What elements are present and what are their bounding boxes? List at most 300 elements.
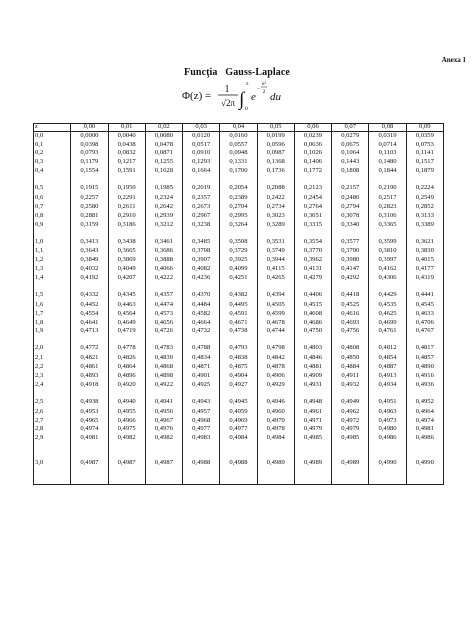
- table-cell: 0,1591: [108, 167, 145, 176]
- table-row: [34, 229, 444, 247]
- table-cell: 0,4484: [183, 301, 220, 310]
- table-cell: 0,1554: [71, 167, 108, 176]
- table-cell: 0,4931: [294, 381, 331, 390]
- gauss-laplace-table: [33, 123, 444, 485]
- table-cell: 0,4738: [220, 327, 257, 336]
- table-cell: 0,4982: [145, 434, 182, 443]
- table-cell: 0,4850: [332, 354, 369, 363]
- table-cell: 0,4678: [257, 318, 294, 327]
- table-cell: 0,4977: [183, 425, 220, 434]
- table-cell: 0,1517: [406, 158, 443, 167]
- table-cell: 0,3925: [220, 256, 257, 265]
- table-cell: 0,3686: [145, 247, 182, 256]
- table-cell: 0,3599: [369, 229, 406, 247]
- exp-base: e: [251, 91, 256, 103]
- exp-denominator: 2: [262, 89, 266, 95]
- column-header: 0,07: [332, 124, 369, 132]
- table-cell: 0,4761: [369, 327, 406, 336]
- table-row: [34, 212, 444, 221]
- table-cell: 0,1255: [145, 158, 182, 167]
- table-cell: 0,1985: [145, 176, 182, 194]
- table-cell: 0,4382: [220, 283, 257, 301]
- table-cell: 0,3289: [257, 220, 294, 229]
- table-cell: 0,3997: [369, 256, 406, 265]
- table-cell: 0,4772: [71, 336, 108, 354]
- row-z-value: 1,5: [34, 283, 71, 301]
- table-cell: 0,4984: [220, 434, 257, 443]
- table-cell: 0,2422: [257, 194, 294, 203]
- table-cell: 0,4649: [108, 318, 145, 327]
- row-z-value: 1,4: [34, 274, 71, 283]
- table-cell: 0,4394: [257, 283, 294, 301]
- table-cell: 0,4842: [257, 354, 294, 363]
- table-cell: 0,3749: [257, 247, 294, 256]
- table-cell: 0,4989: [257, 443, 294, 485]
- row-z-value: 1,1: [34, 247, 71, 256]
- table-cell: 0,4987: [108, 443, 145, 485]
- table-cell: 0,0832: [108, 149, 145, 158]
- table-cell: 0,0438: [108, 141, 145, 150]
- table-cell: 0,4664: [183, 318, 220, 327]
- table-cell: 0,4564: [108, 310, 145, 319]
- table-cell: 0,4846: [294, 354, 331, 363]
- table-cell: 0,4582: [183, 310, 220, 319]
- row-z-value: 1,3: [34, 265, 71, 274]
- table-cell: 0,4985: [294, 434, 331, 443]
- table-cell: 0,3023: [257, 212, 294, 221]
- table-cell: 0,3106: [369, 212, 406, 221]
- table-cell: 0,2580: [71, 203, 108, 212]
- table-cell: 0,4082: [183, 265, 220, 274]
- row-z-value: 1,0: [34, 229, 71, 247]
- table-cell: 0,4162: [369, 265, 406, 274]
- table-cell: 0,4788: [183, 336, 220, 354]
- table-cell: 0,4812: [369, 336, 406, 354]
- table-cell: 0,4971: [294, 416, 331, 425]
- table-cell: 0,4406: [294, 283, 331, 301]
- table-cell: 0,0319: [369, 131, 406, 140]
- table-cell: 0,0199: [257, 131, 294, 140]
- table-cell: 0,3962: [294, 256, 331, 265]
- table-cell: 0,4671: [220, 318, 257, 327]
- table-cell: 0,4990: [406, 443, 443, 485]
- table-cell: 0,2324: [145, 194, 182, 203]
- table-cell: 0,4916: [406, 372, 443, 381]
- table-cell: 0,0636: [294, 141, 331, 150]
- table-cell: 0,1915: [71, 176, 108, 194]
- table-cell: 0,1844: [369, 167, 406, 176]
- table-cell: 0,4236: [183, 274, 220, 283]
- table-cell: 0,4441: [406, 283, 443, 301]
- table-cell: 0,4987: [145, 443, 182, 485]
- table-cell: 0,2123: [294, 176, 331, 194]
- table-cell: 0,4909: [294, 372, 331, 381]
- table-cell: 0,4980: [369, 425, 406, 434]
- table-row: [34, 425, 444, 434]
- table-cell: 0,3770: [294, 247, 331, 256]
- table-cell: 0,3485: [183, 229, 220, 247]
- table-cell: 0,4920: [108, 381, 145, 390]
- table-cell: 0,2224: [406, 176, 443, 194]
- table-cell: 0,4834: [183, 354, 220, 363]
- table-cell: 0,4767: [406, 327, 443, 336]
- table-cell: 0,0160: [220, 131, 257, 140]
- table-cell: 0,4750: [294, 327, 331, 336]
- table-cell: 0,4981: [406, 425, 443, 434]
- table-cell: 0,4115: [257, 265, 294, 274]
- table-row: [34, 194, 444, 203]
- table-cell: 0,4871: [183, 363, 220, 372]
- row-z-value: 2,9: [34, 434, 71, 443]
- table-cell: 0,4966: [108, 416, 145, 425]
- table-cell: 0,1950: [108, 176, 145, 194]
- annex-label: Anexa 1: [441, 56, 466, 64]
- table-cell: 0,4015: [406, 256, 443, 265]
- row-z-value: 0,8: [34, 212, 71, 221]
- table-cell: 0,4474: [145, 301, 182, 310]
- table-cell: 0,2454: [294, 194, 331, 203]
- table-cell: 0,4922: [145, 381, 182, 390]
- table-cell: 0,4978: [257, 425, 294, 434]
- row-z-value: 0,4: [34, 167, 71, 176]
- column-header: 0,06: [294, 124, 331, 132]
- table-cell: 0,4911: [332, 372, 369, 381]
- table-cell: 0,4938: [71, 389, 108, 407]
- table-cell: 0,3980: [332, 256, 369, 265]
- table-cell: 0,4817: [406, 336, 443, 354]
- table-row: [34, 203, 444, 212]
- table-cell: 0,1443: [332, 158, 369, 167]
- table-cell: 0,1368: [257, 158, 294, 167]
- table-cell: 0,4693: [332, 318, 369, 327]
- table-cell: 0,4515: [294, 301, 331, 310]
- table-cell: 0,3907: [183, 256, 220, 265]
- table-cell: 0,2389: [220, 194, 257, 203]
- table-cell: 0,4940: [108, 389, 145, 407]
- table-cell: 0,1628: [145, 167, 182, 176]
- table-cell: 0,0948: [220, 149, 257, 158]
- table-cell: 0,4970: [257, 416, 294, 425]
- table-cell: 0,4608: [294, 310, 331, 319]
- table-cell: 0,1406: [294, 158, 331, 167]
- table-cell: 0,3790: [332, 247, 369, 256]
- table-cell: 0,4965: [71, 416, 108, 425]
- row-z-value: 2,6: [34, 408, 71, 417]
- table-cell: 0,2764: [294, 203, 331, 212]
- table-cell: 0,4988: [183, 443, 220, 485]
- table-row: [34, 443, 444, 485]
- table-cell: 0,1808: [332, 167, 369, 176]
- table-cell: 0,4744: [257, 327, 294, 336]
- table-cell: 0,2939: [145, 212, 182, 221]
- table-row: [34, 149, 444, 158]
- table-row: [34, 363, 444, 372]
- table-cell: 0,4251: [220, 274, 257, 283]
- row-z-value: 0,0: [34, 131, 71, 140]
- column-header-z: z: [34, 124, 71, 132]
- row-z-value: 0,9: [34, 220, 71, 229]
- table-cell: 0,4370: [183, 283, 220, 301]
- table-cell: 0,3051: [294, 212, 331, 221]
- row-z-value: 2,2: [34, 363, 71, 372]
- table-cell: 0,4452: [71, 301, 108, 310]
- table-cell: 0,4505: [257, 301, 294, 310]
- row-z-value: 2,1: [34, 354, 71, 363]
- table-cell: 0,4962: [332, 408, 369, 417]
- table-cell: 0,1141: [406, 149, 443, 158]
- table-cell: 0,3264: [220, 220, 257, 229]
- table-cell: 0,4319: [406, 274, 443, 283]
- table-cell: 0,4554: [71, 310, 108, 319]
- table-cell: 0,3365: [369, 220, 406, 229]
- table-cell: 0,3212: [145, 220, 182, 229]
- table-cell: 0,3554: [294, 229, 331, 247]
- table-cell: 0,4887: [369, 363, 406, 372]
- table-cell: 0,0359: [406, 131, 443, 140]
- table-cell: 0,4616: [332, 310, 369, 319]
- row-z-value: 1,2: [34, 256, 71, 265]
- table-cell: 0,4222: [145, 274, 182, 283]
- table-cell: 0,4756: [332, 327, 369, 336]
- row-z-value: 0,1: [34, 141, 71, 150]
- table-cell: 0,4641: [71, 318, 108, 327]
- table-cell: 0,0910: [183, 149, 220, 158]
- table-cell: 0,2704: [220, 203, 257, 212]
- table-cell: 0,4857: [406, 354, 443, 363]
- table-cell: 0,4535: [369, 301, 406, 310]
- table-cell: 0,4968: [183, 416, 220, 425]
- table-cell: 0,1064: [332, 149, 369, 158]
- table-cell: 0,4633: [406, 310, 443, 319]
- table-cell: 0,2823: [369, 203, 406, 212]
- row-z-value: 0,5: [34, 176, 71, 194]
- table-cell: 0,4961: [294, 408, 331, 417]
- table-row: [34, 167, 444, 176]
- table-row: [34, 318, 444, 327]
- column-header: 0,09: [406, 124, 443, 132]
- table-cell: 0,4951: [369, 389, 406, 407]
- table-cell: 0,4986: [406, 434, 443, 443]
- table-cell: 0,3810: [369, 247, 406, 256]
- row-z-value: 0,3: [34, 158, 71, 167]
- table-cell: 0,2357: [183, 194, 220, 203]
- table-cell: 0,4032: [71, 265, 108, 274]
- table-cell: 0,4279: [294, 274, 331, 283]
- table-cell: 0,1026: [294, 149, 331, 158]
- table-cell: 0,4726: [145, 327, 182, 336]
- table-cell: 0,4099: [220, 265, 257, 274]
- row-z-value: 2,4: [34, 381, 71, 390]
- table-cell: 0,4783: [145, 336, 182, 354]
- table-cell: 0,0279: [332, 131, 369, 140]
- table-cell: 0,4925: [183, 381, 220, 390]
- table-row: [34, 176, 444, 194]
- table-cell: 0,4989: [294, 443, 331, 485]
- table-cell: 0,3849: [71, 256, 108, 265]
- integral-upper-limit: z: [246, 81, 249, 87]
- table-cell: 0,4952: [406, 389, 443, 407]
- row-z-value: 2,0: [34, 336, 71, 354]
- table-cell: 0,4979: [332, 425, 369, 434]
- table-cell: 0,4959: [220, 408, 257, 417]
- table-cell: 0,4686: [294, 318, 331, 327]
- column-header: 0,02: [145, 124, 182, 132]
- table-cell: 0,0753: [406, 141, 443, 150]
- table-cell: 0,2642: [145, 203, 182, 212]
- table-cell: 0,3944: [257, 256, 294, 265]
- table-cell: 0,1480: [369, 158, 406, 167]
- table-row: [34, 389, 444, 407]
- table-cell: 0,0000: [71, 131, 108, 140]
- row-z-value: 0,6: [34, 194, 71, 203]
- table-cell: 0,3708: [183, 247, 220, 256]
- table-cell: 0,3238: [183, 220, 220, 229]
- table-cell: 0,4875: [220, 363, 257, 372]
- table-cell: 0,2019: [183, 176, 220, 194]
- table-cell: 0,4826: [108, 354, 145, 363]
- table-cell: 0,4429: [369, 283, 406, 301]
- row-z-value: 0,7: [34, 203, 71, 212]
- table-cell: 0,2611: [108, 203, 145, 212]
- formula-numerator: 1: [224, 84, 230, 95]
- table-cell: 0,4706: [406, 318, 443, 327]
- table-cell: 0,0120: [183, 131, 220, 140]
- table-cell: 0,4986: [369, 434, 406, 443]
- table-cell: 0,4932: [332, 381, 369, 390]
- table-row: [34, 310, 444, 319]
- table-cell: 0,4943: [183, 389, 220, 407]
- column-header: 0,08: [369, 124, 406, 132]
- column-header: 0,03: [183, 124, 220, 132]
- table-cell: 0,0987: [257, 149, 294, 158]
- column-header: 0,00: [71, 124, 108, 132]
- table-cell: 0,3133: [406, 212, 443, 221]
- table-row: [34, 408, 444, 417]
- table-cell: 0,4985: [332, 434, 369, 443]
- table-row: [34, 265, 444, 274]
- table-cell: 0,4418: [332, 283, 369, 301]
- table-cell: 0,4949: [332, 389, 369, 407]
- table-cell: 0,4878: [257, 363, 294, 372]
- row-z-value: 2,3: [34, 372, 71, 381]
- integral-lower-limit: 0: [245, 106, 248, 112]
- table-row: [34, 301, 444, 310]
- row-z-value: 2,5: [34, 389, 71, 407]
- table-cell: 0,4989: [332, 443, 369, 485]
- table-cell: 0,1293: [183, 158, 220, 167]
- table-cell: 0,4913: [369, 372, 406, 381]
- table-cell: 0,4948: [294, 389, 331, 407]
- table-cell: 0,2257: [71, 194, 108, 203]
- table-cell: 0,4984: [257, 434, 294, 443]
- integral-sign: ∫: [239, 89, 245, 110]
- table-cell: 0,4573: [145, 310, 182, 319]
- table-cell: 0,3461: [145, 229, 182, 247]
- table-cell: 0,3577: [332, 229, 369, 247]
- table-row: [34, 274, 444, 283]
- table-cell: 0,4956: [145, 408, 182, 417]
- table-cell: 0,4955: [108, 408, 145, 417]
- table-cell: 0,2995: [220, 212, 257, 221]
- exp-sign: −: [257, 86, 261, 92]
- page-title: Funcţia Gauss-Laplace: [184, 67, 290, 78]
- table-cell: 0,4934: [369, 381, 406, 390]
- table-row: [34, 220, 444, 229]
- table-row: [34, 327, 444, 336]
- table-cell: 0,2190: [369, 176, 406, 194]
- table-cell: 0,4591: [220, 310, 257, 319]
- table-cell: 0,4793: [220, 336, 257, 354]
- row-z-value: 2,7: [34, 416, 71, 425]
- table-row: [34, 158, 444, 167]
- table-cell: 0,4960: [257, 408, 294, 417]
- table-cell: 0,4904: [220, 372, 257, 381]
- table-cell: 0,4963: [369, 408, 406, 417]
- table-row: [34, 283, 444, 301]
- table-cell: 0,4982: [108, 434, 145, 443]
- table-cell: 0,3159: [71, 220, 108, 229]
- table-cell: 0,4967: [145, 416, 182, 425]
- table-cell: 0,1331: [220, 158, 257, 167]
- table-cell: 0,4719: [108, 327, 145, 336]
- gauss-laplace-formula: [0, 78, 474, 117]
- table-cell: 0,4881: [294, 363, 331, 372]
- table-row: [34, 354, 444, 363]
- table-cell: 0,4713: [71, 327, 108, 336]
- table-cell: 0,4732: [183, 327, 220, 336]
- table-cell: 0,1664: [183, 167, 220, 176]
- table-cell: 0,4495: [220, 301, 257, 310]
- table-cell: 0,4192: [71, 274, 108, 283]
- table-cell: 0,4983: [183, 434, 220, 443]
- column-header: 0,05: [257, 124, 294, 132]
- table-cell: 0,4357: [145, 283, 182, 301]
- table-cell: 0,4974: [406, 416, 443, 425]
- row-z-value: 3,0: [34, 443, 71, 485]
- table-cell: 0,2549: [406, 194, 443, 203]
- row-z-value: 2,8: [34, 425, 71, 434]
- table-cell: 0,4147: [332, 265, 369, 274]
- formula-differential: du: [270, 91, 281, 103]
- table-cell: 0,0793: [71, 149, 108, 158]
- table-row: [34, 256, 444, 265]
- table-cell: 0,3186: [108, 220, 145, 229]
- table-cell: 0,4066: [145, 265, 182, 274]
- table-cell: 0,2794: [332, 203, 369, 212]
- table-cell: 0,3438: [108, 229, 145, 247]
- table-cell: 0,3729: [220, 247, 257, 256]
- table-cell: 0,4803: [294, 336, 331, 354]
- table-cell: 0,4599: [257, 310, 294, 319]
- table-cell: 0,4988: [220, 443, 257, 485]
- table-cell: 0,4898: [145, 372, 182, 381]
- table-cell: 0,3413: [71, 229, 108, 247]
- table-cell: 0,4838: [220, 354, 257, 363]
- table-cell: 0,3508: [220, 229, 257, 247]
- row-z-value: 1,9: [34, 327, 71, 336]
- column-header: 0,01: [108, 124, 145, 132]
- table-body: [34, 131, 444, 484]
- table-cell: 0,1879: [406, 167, 443, 176]
- table-row: [34, 247, 444, 256]
- table-cell: 0,4890: [406, 363, 443, 372]
- table-cell: 0,4463: [108, 301, 145, 310]
- table-cell: 0,4332: [71, 283, 108, 301]
- table-cell: 0,4981: [71, 434, 108, 443]
- table-cell: 0,0398: [71, 141, 108, 150]
- table-cell: 0,4972: [332, 416, 369, 425]
- table-cell: 0,3643: [71, 247, 108, 256]
